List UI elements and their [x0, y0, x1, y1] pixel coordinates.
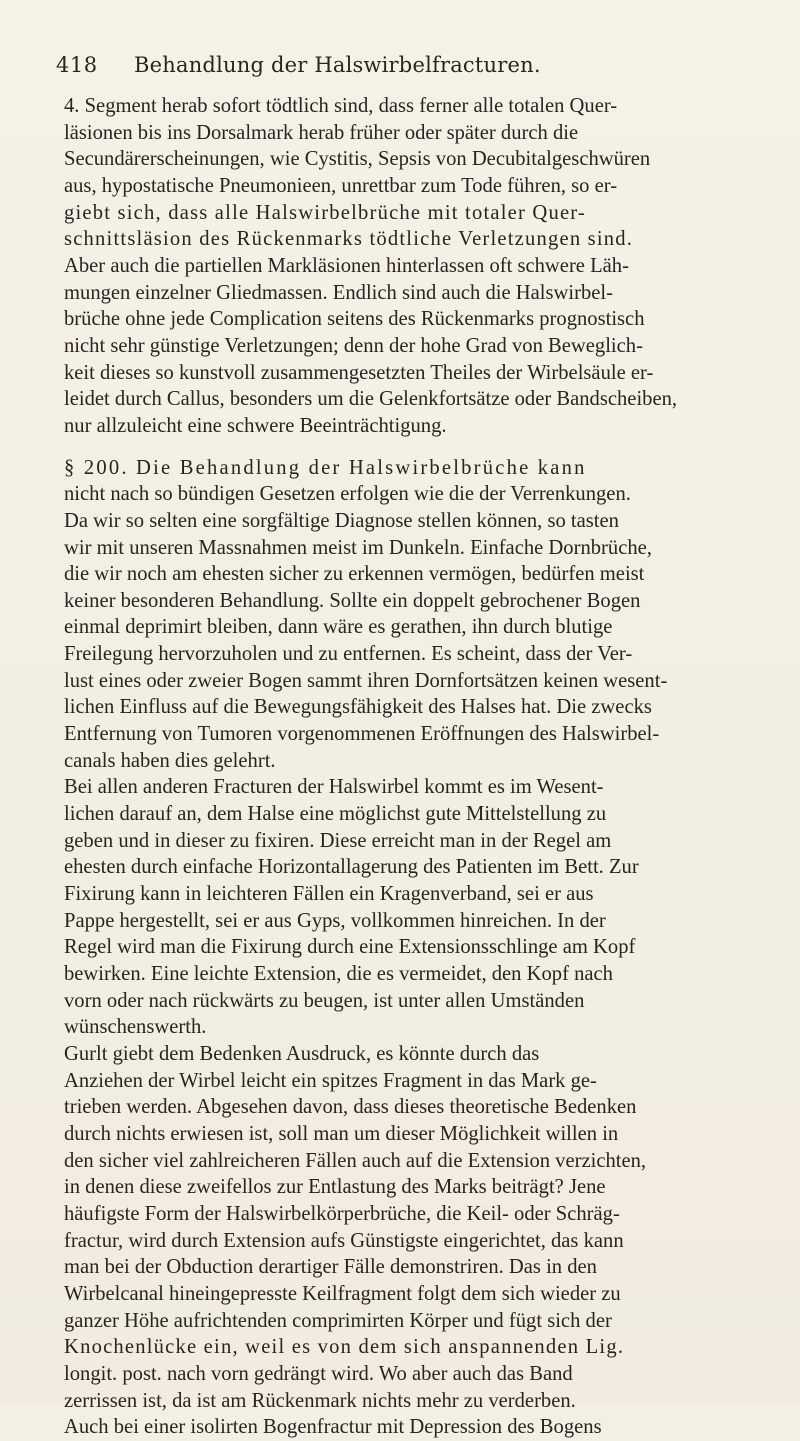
- text-line: wünschenswerth.: [64, 1016, 207, 1039]
- text-line: leidet durch Callus, besonders um die Gelenkfortsätze oder Bandscheiben,: [64, 388, 678, 411]
- text-line: man bei der Obduction derartiger Fälle demonstriren. Das in den: [64, 1256, 597, 1279]
- text-line: keit dieses so kunstvoll zusammengesetzten Theiles der Wirbelsäule er-: [64, 361, 654, 384]
- text-line: einmal deprimirt bleiben, dann wäre es gerathen, ihn durch blutige: [64, 616, 613, 639]
- text-line: bewirken. Eine leichte Extension, die es vermeidet, den Kopf nach: [64, 963, 613, 985]
- body-text: [64, 93, 758, 1441]
- text-line: lichen Einfluss auf die Bewegungsfähigkeit des Halses hat. Die zwecks: [64, 696, 652, 719]
- text-line: Knochenlücke ein, weil es von dem sich anspannenden Lig.: [64, 1336, 625, 1359]
- text-line: Pappe hergestellt, sei er aus Gyps, vollkommen hinreichen. In der: [64, 909, 606, 932]
- text-line: zerrissen ist, da ist am Rückenmark nichts mehr zu verderben.: [64, 1389, 576, 1412]
- text-line: Anziehen der Wirbel leicht ein spitzes Fragment in das Mark ge-: [64, 1069, 597, 1092]
- text-line: trieben werden. Abgesehen davon, dass dieses theoretische Bedenken: [64, 1096, 637, 1119]
- text-line: brüche ohne jede Complication seitens des Rückenmarks prognostisch: [64, 308, 645, 331]
- text-line: mungen einzelner Gliedmassen. Endlich sind auch die Halswirbel-: [64, 281, 614, 304]
- section-heading-line: § 200. Die Behandlung der Halswirbelbrüche kann: [64, 456, 587, 479]
- text-line: nur allzuleicht eine schwere Beeinträchtigung.: [64, 414, 447, 437]
- text-line: in denen diese zweifellos zur Entlastung des Marks beiträgt? Jene: [64, 1176, 606, 1199]
- text-line: Auch bei einer isolirten Bogenfractur mit Depression des Bogens: [64, 1416, 602, 1439]
- text-line: Gurlt giebt dem Bedenken Ausdruck, es könnte durch das: [64, 1042, 540, 1065]
- text-line: schnittsläsion des Rückenmarks tödtliche Verletzungen sind.: [64, 228, 634, 251]
- text-line: canals haben dies gelehrt.: [64, 749, 276, 772]
- text-line: geben und in dieser zu fixiren. Diese erreicht man in der Regel am: [64, 829, 612, 852]
- text-line: Aber auch die partiellen Markläsionen hinterlassen oft schwere Läh-: [64, 254, 629, 277]
- text-line: Wirbelcanal hineingepresste Keilfragment folgt dem sich wieder zu: [64, 1282, 621, 1305]
- text-line: nicht sehr günstige Verletzungen; denn der hohe Grad von Beweglich-: [64, 334, 643, 357]
- text-line: Secundärerscheinungen, wie Cystitis, Sepsis von Decubitalgeschwüren: [64, 148, 651, 171]
- text-line: Freilegung hervorzuholen und zu entfernen. Es scheint, dass der Ver-: [64, 643, 633, 666]
- text-line: nicht nach so bündigen Gesetzen erfolgen wie die der Verrenkungen.: [64, 483, 631, 506]
- text-line: fractur, wird durch Extension aufs Günstigste eingerichtet, das kann: [64, 1229, 624, 1252]
- text-line: keiner besonderen Behandlung. Sollte ein doppelt gebrochener Bogen: [64, 589, 641, 612]
- running-title: Behandlung der Halswirbelfracturen.: [134, 53, 541, 77]
- text-line: die wir noch am ehesten sicher zu erkennen vermögen, bedürfen meist: [64, 563, 645, 586]
- text-line: Entfernung von Tumoren vorgenommenen Eröffnungen des Halswirbel-: [64, 723, 660, 746]
- page-header: [56, 50, 756, 80]
- text-line: wir mit unseren Massnahmen meist im Dunkeln. Einfache Dornbrüche,: [64, 536, 652, 559]
- text-line: giebt sich, dass alle Halswirbelbrüche mit totaler Quer-: [64, 201, 586, 224]
- text-line: Da wir so selten eine sorgfältige Diagnose stellen können, so tasten: [64, 509, 619, 532]
- text-line: häufigste Form der Halswirbelkörperbrüche, die Keil- oder Schräg-: [64, 1202, 620, 1225]
- text-line: lust eines oder zweier Bogen sammt ihren Dornfortsätzen keinen wesent-: [64, 669, 668, 692]
- text-line: Fixirung kann in leichteren Fällen ein Kragenverband, sei er aus: [64, 883, 594, 906]
- text-line: 4. Segment herab sofort tödtlich sind, dass ferner alle totalen Quer-: [64, 95, 618, 117]
- text-line: durch nichts erwiesen ist, soll man um dieser Möglichkeit willen in: [64, 1122, 619, 1145]
- text-line: aus, hypostatische Pneumonieen, unrettbar zum Tode führen, so er-: [64, 174, 618, 197]
- text-line: ganzer Höhe aufrichtenden comprimirten Körper und fügt sich der: [64, 1309, 612, 1332]
- text-line: Regel wird man die Fixirung durch eine Extensionsschlinge am Kopf: [64, 936, 636, 959]
- section-gap: [64, 440, 758, 455]
- text-line: lichen darauf an, dem Halse eine möglichst gute Mittelstellung zu: [64, 803, 607, 826]
- text-line: ehesten durch einfache Horizontallagerung des Patienten im Bett. Zur: [64, 856, 639, 879]
- text-line: longit. post. nach vorn gedrängt wird. Wo aber auch das Band: [64, 1362, 573, 1385]
- text-line: läsionen bis ins Dorsalmark herab früher oder später durch die: [64, 121, 579, 144]
- text-line: vorn oder nach rückwärts zu beugen, ist unter allen Umständen: [64, 989, 585, 1012]
- text-line: Bei allen anderen Fracturen der Halswirbel kommt es im Wesent-: [64, 776, 604, 799]
- text-line: den sicher viel zahlreicheren Fällen auch auf die Extension verzichten,: [64, 1149, 647, 1172]
- page-number: 418: [56, 53, 98, 77]
